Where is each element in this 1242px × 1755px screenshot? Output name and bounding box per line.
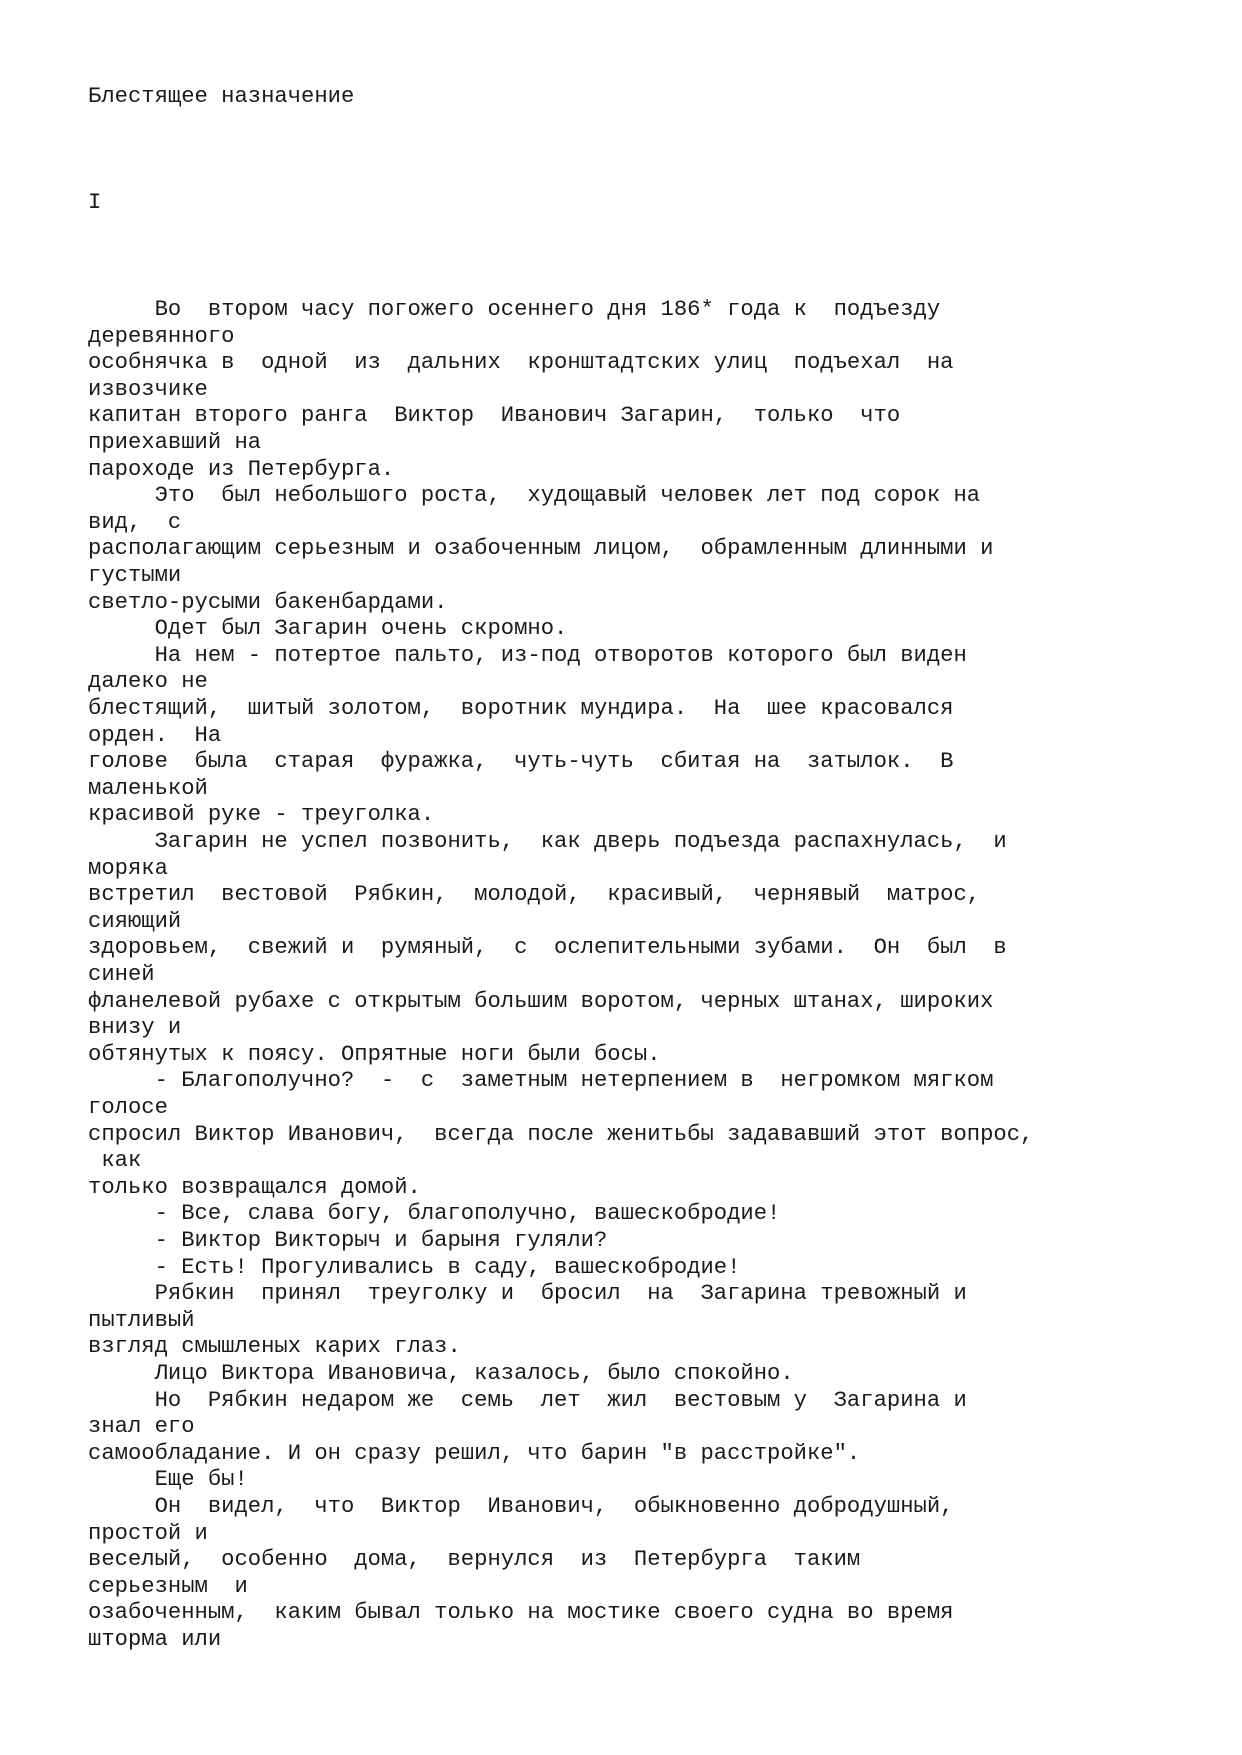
- text-line: сияющий: [88, 908, 182, 934]
- chapter-heading: I: [88, 190, 102, 215]
- text-line: Рябкин принял треуголку и бросил на Загарина тревожный и: [88, 1281, 967, 1307]
- text-line: Во втором часу погожего осеннего дня 186* года к подъезду: [88, 297, 941, 322]
- text-line: синей: [88, 962, 155, 987]
- text-line: простой и: [88, 1520, 208, 1546]
- text-line: спросил Виктор Иванович, всегда после женитьбы задававший этот вопрос,: [88, 1121, 1034, 1147]
- text-line: самообладание. И он сразу решил, что барин "в расстройке".: [88, 1440, 861, 1466]
- text-line: Загарин не успел позвонить, как дверь подъезда распахнулась, и: [88, 829, 1007, 854]
- text-line: пытливый: [88, 1307, 195, 1333]
- text-line: моряка: [88, 855, 168, 881]
- text-line: вид, с: [88, 509, 182, 535]
- text-line: светло-русыми бакенбардами.: [88, 589, 448, 615]
- text-line: Он видел, что Виктор Иванович, обыкновенно добродушный,: [88, 1494, 954, 1519]
- text-line: располагающим серьезным и озабоченным лицом, обрамленным длинными и: [88, 536, 994, 562]
- text-line: шторма или: [88, 1627, 222, 1652]
- text-line: извозчике: [88, 376, 208, 402]
- text-line: веселый, особенно дома, вернулся из Петербурга таким: [88, 1547, 861, 1573]
- text-line: орден. На: [88, 722, 222, 748]
- text-line: блестящий, шитый золотом, воротник мундира. На шее красовался: [88, 696, 954, 721]
- text-line: пароходе из Петербурга.: [88, 456, 395, 482]
- text-line: фланелевой рубахе с открытым большим воротом, черных штанах, широких: [88, 988, 994, 1014]
- text-line: серьезным и: [88, 1573, 248, 1599]
- text-line: как: [88, 1148, 142, 1174]
- text-line: далеко не: [88, 669, 208, 695]
- text-line: особнячка в одной из дальних кронштадтских улиц подъехал на: [88, 350, 954, 376]
- text-line: только возвращался домой.: [88, 1174, 421, 1200]
- text-line: знал его: [88, 1414, 195, 1440]
- text-line: Но Рябкин недаром же семь лет жил вестовым у Загарина и: [88, 1387, 967, 1413]
- text-line: деревянного: [88, 323, 235, 349]
- text-line: голове была старая фуражка, чуть-чуть сбитая на затылок. В: [88, 749, 954, 775]
- text-line: озабоченным, каким бывал только на мостике своего судна во время: [88, 1600, 954, 1626]
- text-line: густыми: [88, 563, 182, 588]
- text-line: обтянутых к поясу. Опрятные ноги были босы.: [88, 1041, 661, 1067]
- text-line: Одет был Загарин очень скромно.: [88, 616, 568, 642]
- text-line: Это был небольшого роста, худощавый человек лет под сорок на: [88, 483, 981, 509]
- text-line: красивой руке - треуголка.: [88, 802, 435, 828]
- text-line: голосе: [88, 1095, 168, 1120]
- text-line: внизу и: [88, 1015, 182, 1041]
- text-line: - Все, слава богу, благополучно, вашескобродие!: [88, 1201, 781, 1227]
- text-line: капитан второго ранга Виктор Иванович Загарин, только что: [88, 403, 901, 429]
- document-title: Блестящее назначение: [88, 84, 355, 109]
- text-line: - Виктор Викторыч и барыня гуляли?: [88, 1228, 608, 1253]
- text-line: приехавший на: [88, 430, 262, 455]
- text-line: Еще бы!: [88, 1467, 248, 1493]
- text-line: - Есть! Прогуливались в саду, вашескобродие!: [88, 1254, 741, 1280]
- text-line: Лицо Виктора Ивановича, казалось, было спокойно.: [88, 1361, 794, 1386]
- text-line: здоровьем, свежий и румяный, с ослепительными зубами. Он был в: [88, 935, 1007, 961]
- text-line: встретил вестовой Рябкин, молодой, красивый, чернявый матрос,: [88, 882, 981, 908]
- text-line: маленькой: [88, 775, 208, 801]
- text-line: На нем - потертое пальто, из-под отворотов которого был виден: [88, 642, 967, 668]
- text-line: взгляд смышленых карих глаз.: [88, 1334, 461, 1360]
- text-line: - Благополучно? - с заметным нетерпением в негромком мягком: [88, 1068, 994, 1094]
